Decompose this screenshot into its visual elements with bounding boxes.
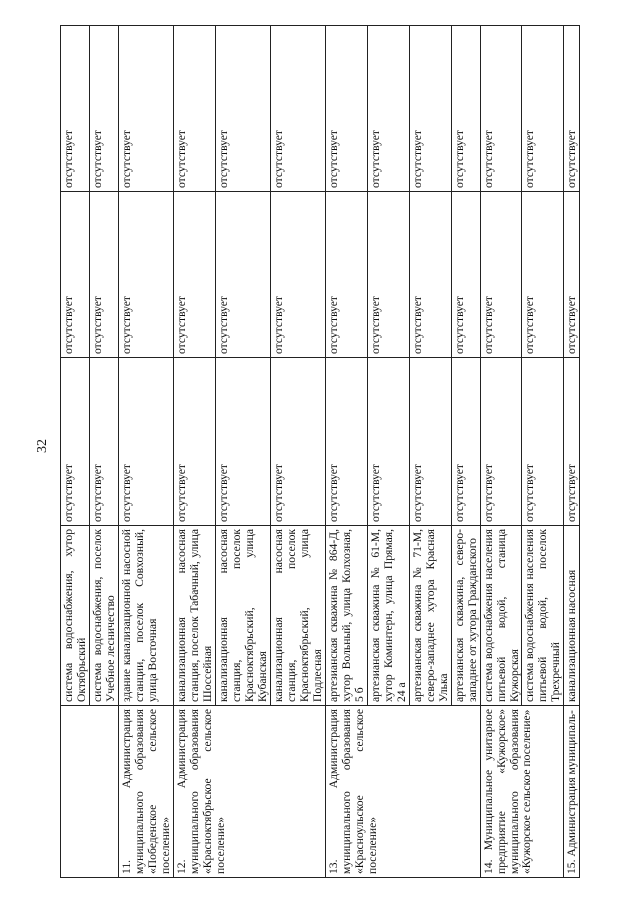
facility-cell: система водоснабжения населения питьевой водой, поселок Трехречный xyxy=(522,526,564,706)
status-cell: отсутствует xyxy=(564,358,580,526)
status-cell: отсутствует xyxy=(215,26,270,192)
status-cell: отсутствует xyxy=(522,192,564,358)
status-cell: отсутствует xyxy=(564,192,580,358)
org-cell: 11. Администрация муниципального образования «Победенское сельское поселение» xyxy=(118,706,173,878)
status-cell: отсутствует xyxy=(451,358,480,526)
status-cell: отсутствует xyxy=(522,26,564,192)
status-cell: отсутствует xyxy=(480,192,522,358)
org-cell xyxy=(61,706,119,878)
status-cell: отсутствует xyxy=(480,358,522,526)
facility-cell: артезианская скважина № 864-Д, хутор Вольный, улица Колхозная, 5 б xyxy=(325,526,367,706)
status-cell: отсутствует xyxy=(118,358,173,526)
status-cell: отсутствует xyxy=(409,192,451,358)
status-cell: отсутствует xyxy=(564,26,580,192)
status-cell: отсутствует xyxy=(61,192,90,358)
status-cell: отсутствует xyxy=(325,192,367,358)
status-cell: отсутствует xyxy=(480,26,522,192)
status-cell: отсутствует xyxy=(89,358,118,526)
status-cell: отсутствует xyxy=(270,192,325,358)
status-cell: отсутствует xyxy=(61,358,90,526)
status-cell: отсутствует xyxy=(61,26,90,192)
status-cell: отсутствует xyxy=(451,26,480,192)
status-cell: отсутствует xyxy=(89,192,118,358)
status-cell: отсутствует xyxy=(367,192,409,358)
status-cell: отсутствует xyxy=(270,26,325,192)
facility-cell: система водоснабжения, поселок Учебное лесничество xyxy=(89,526,118,706)
status-cell: отсутствует xyxy=(367,358,409,526)
status-cell: отсутствует xyxy=(173,26,215,192)
table-row xyxy=(325,26,367,878)
status-cell: отсутствует xyxy=(409,358,451,526)
status-cell: отсутствует xyxy=(409,26,451,192)
facility-cell: канализационная насосная станция, поселок Красноктябрьский, улица Кубанская xyxy=(215,526,270,706)
status-cell: отсутствует xyxy=(270,358,325,526)
status-cell: отсутствует xyxy=(325,26,367,192)
status-cell: отсутствует xyxy=(118,26,173,192)
facility-cell: система водоснабжения, хутор Октябрьский xyxy=(61,526,90,706)
facility-cell: артезианская скважина, северо-западнее от хутора Гражданского xyxy=(451,526,480,706)
facility-cell: здание канализационной насосной станции, поселок Совхозный, улица Восточная xyxy=(118,526,173,706)
document-table xyxy=(60,25,580,878)
status-cell: отсутствует xyxy=(367,26,409,192)
page-number: 32 xyxy=(35,439,50,453)
document-table-container xyxy=(60,26,600,878)
table-row xyxy=(61,26,90,878)
org-cell: 15. Администрация муниципаль- xyxy=(564,706,580,878)
status-cell: отсутствует xyxy=(118,192,173,358)
status-cell: отсутствует xyxy=(215,358,270,526)
facility-cell: канализационная насосная xyxy=(564,526,580,706)
facility-cell: артезианская скважина № 71-М, северо-западнее хутора Красная Улька xyxy=(409,526,451,706)
table-row xyxy=(480,26,522,878)
org-cell: 12. Администрация муниципального образования «Красноктябрьское сельское поселение» xyxy=(173,706,325,878)
status-cell: отсутствует xyxy=(173,358,215,526)
status-cell: отсутствует xyxy=(89,26,118,192)
table-row xyxy=(173,26,215,878)
status-cell: отсутствует xyxy=(325,358,367,526)
status-cell: отсутствует xyxy=(451,192,480,358)
status-cell: отсутствует xyxy=(522,358,564,526)
table-row xyxy=(118,26,173,878)
facility-cell: артезианская скважина № 61-М, хутор Коминтерн, улица Прямая, 24 а xyxy=(367,526,409,706)
status-cell: отсутствует xyxy=(215,192,270,358)
table-row xyxy=(564,26,580,878)
facility-cell: система водоснабжения населения питьевой водой, станица Кужорская xyxy=(480,526,522,706)
facility-cell: канализационная насосная станция, поселок Табачный, улица Шоссейная xyxy=(173,526,215,706)
org-cell: 13. Администрация муниципального образования «Красноульское сельское поселение» xyxy=(325,706,480,878)
org-cell: 14. Муниципальное унитарное предприятие «Кужорское» муниципального образования «Кужорское сельское поселение» xyxy=(480,706,564,878)
facility-cell: канализационная насосная станция, поселок Красноктябрьский, улица Подлесная xyxy=(270,526,325,706)
status-cell: отсутствует xyxy=(173,192,215,358)
